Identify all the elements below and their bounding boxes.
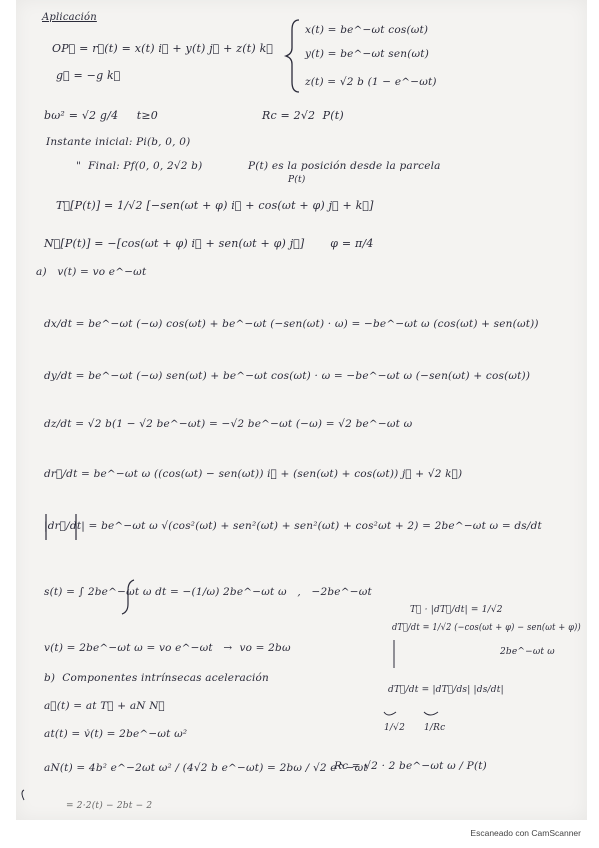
chain-rule: dT⃗/dt = |dT⃗/ds| |ds/dt| xyxy=(388,685,504,695)
tangent-vector: T⃗[P(t)] = 1/√2 [−sen(ωt + φ) i⃗ + cos(ωt + φ) j⃗ + k⃗] xyxy=(56,199,374,212)
system-z: z(t) = √2 b (1 − e^−ωt) xyxy=(305,76,437,88)
dx-dt: dx/dt = be^−ωt (−ω) cos(ωt) + be^−ωt (−sen(ωt) · ω) = −be^−ωt ω (cos(ωt) + sen(ωt)) xyxy=(44,318,539,330)
part-b: b) Componentes intrínsecas aceleración xyxy=(44,672,270,684)
final-instant: " Final: Pf(0, 0, 2√2 b) xyxy=(76,160,203,172)
scanner-watermark: Escaneado con CamScanner xyxy=(470,828,581,838)
gravity: g⃗ = −g k⃗ xyxy=(56,69,121,82)
condition: bω² = √2 g/4 t≥0 xyxy=(44,109,158,122)
normal-acceleration: aN(t) = 4b² e^−2ωt ω² / (4√2 b e^−ωt) = 2bω / √2 e^−ωt xyxy=(44,762,368,774)
dy-dt: dy/dt = be^−ωt (−ω) sen(ωt) + be^−ωt cos(ωt) · ω = −be^−ωt ω (−sen(ωt) + cos(ωt)) xyxy=(44,370,531,382)
arc-length: s(t) = ∫ 2be^−ωt ω dt = −(1/ω) 2be^−ωt ω , −2be^−ωt xyxy=(44,586,372,598)
underline-rc xyxy=(424,712,438,715)
curvature-radius: Rc = 2√2 P(t) xyxy=(262,109,344,122)
left-margin-mark xyxy=(22,790,24,800)
underline-sqrt xyxy=(384,712,396,715)
tangential-acceleration: at(t) = v̇(t) = 2be^−ωt ω² xyxy=(44,728,188,740)
speed-annotation: 2be^−ωt ω xyxy=(500,647,555,657)
initial-instant: Instante inicial: Pi(b, 0, 0) xyxy=(46,136,191,148)
scanned-sheet xyxy=(16,0,587,820)
brace-and-marks xyxy=(16,0,587,820)
tangent-derivative-magnitude: T⃗ · |dT⃗/dt| = 1/√2 xyxy=(410,605,503,615)
section-title: Aplicación xyxy=(42,12,97,23)
dz-dt: dz/dt = √2 b(1 − √2 be^−ωt) = −√2 be^−ωt (−ω) = √2 be^−ωt ω xyxy=(44,418,413,430)
acceleration-vector: a⃗(t) = at T⃗ + aN N⃗ xyxy=(44,700,165,712)
system-y: y(t) = be^−ωt sen(ωt) xyxy=(305,48,430,60)
system-brace xyxy=(286,20,299,92)
system-x: x(t) = be^−ωt cos(ωt) xyxy=(305,24,429,36)
position-note: P(t) es la posición desde la parcela xyxy=(248,160,441,172)
chain-rule-value-2: 1/Rc xyxy=(424,723,446,733)
position-vector: OP⃗ = r⃗(t) = x(t) i⃗ + y(t) j⃗ + z(t) k⃗ xyxy=(52,42,274,55)
normal-vector: N⃗[P(t)] = −[cos(ωt + φ) i⃗ + sen(ωt + φ) j⃗] φ = π/4 xyxy=(44,237,374,250)
cut-off-line: = 2·2(t) − 2bt − 2 xyxy=(66,801,153,811)
position-note-2: P(t) xyxy=(288,175,306,185)
chain-rule-value-1: 1/√2 xyxy=(384,723,406,733)
part-a: a) v(t) = vo e^−ωt xyxy=(36,266,147,278)
dr-dt: dr⃗/dt = be^−ωt ω ((cos(ωt) − sen(ωt)) i⃗ + (sen(ωt) + cos(ωt)) j⃗ + √2 k⃗) xyxy=(44,468,463,480)
tangent-derivative: dT⃗/dt = 1/√2 (−cos(ωt + φ) − sen(ωt + φ)) xyxy=(392,623,581,633)
speed-function: v(t) = 2be^−ωt ω = vo e^−ωt → vo = 2bω xyxy=(44,642,291,654)
curvature-result: Rc = √2 · 2 be^−ωt ω / P(t) xyxy=(334,760,487,772)
speed-magnitude: |dr⃗/dt| = be^−ωt ω √(cos²(ωt) + sen²(ωt) + sen²(ωt) + cos²ωt + 2) = 2be^−ωt ω = ds/dt xyxy=(44,520,542,532)
